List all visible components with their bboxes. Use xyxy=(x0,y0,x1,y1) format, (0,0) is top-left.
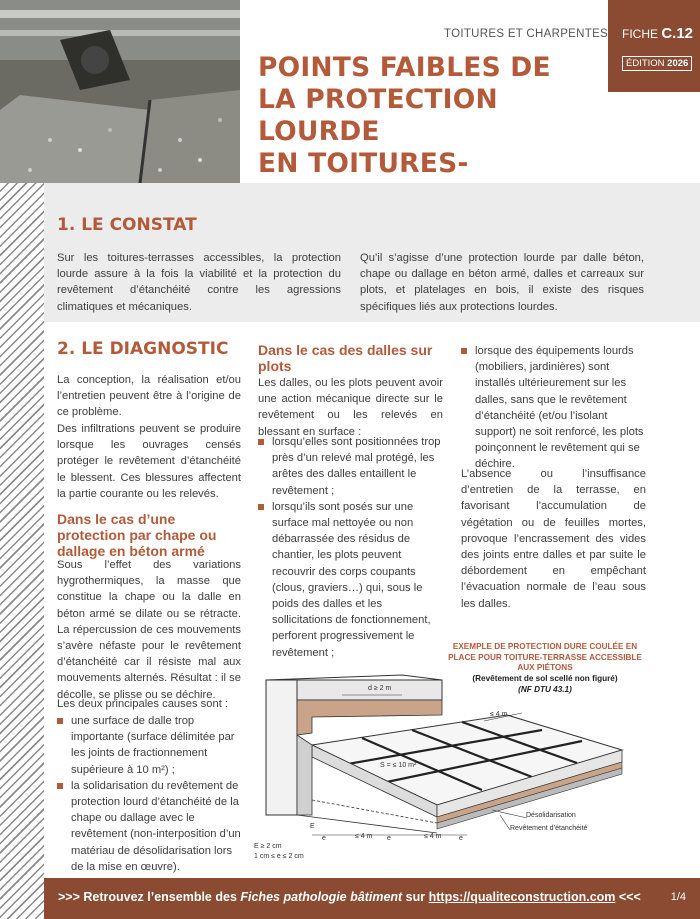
label-four-m-top: ≤ 4 m xyxy=(490,711,508,718)
page-number: 1/4 xyxy=(670,891,686,903)
constat-heading: 1. LE CONSTAT xyxy=(57,215,197,235)
label-desolidarisation: Désolidarisation xyxy=(526,812,576,819)
dalles-list xyxy=(258,434,443,661)
title-line: EN TOITURES- xyxy=(258,148,469,179)
footer-italic: Fiches pathologie bâtiment xyxy=(240,890,403,904)
footer-mid: sur xyxy=(402,890,429,904)
title-line: POINTS FAIBLES DE xyxy=(258,52,551,83)
diagnostic-heading: 2. LE DIAGNOSTIC xyxy=(57,339,229,359)
footer-link[interactable]: https://qualiteconstruction.com xyxy=(428,890,616,904)
section-label: TOITURES ET CHARPENTES xyxy=(444,28,609,40)
fiche-badge xyxy=(608,0,700,92)
list-item: lorsqu’elles sont positionnées trop près d’un relevé mal protégé, les arêtes des dalles entaillent le revêtement ; xyxy=(258,434,443,499)
figure-caption: EXEMPLE DE PROTECTION DURE COULÉE EN PLACE POUR TOITURE-TERRASSE ACCESSIBLE AUX PIÉTONS xyxy=(448,642,642,672)
constat-text-2: Qu’il s’agisse d’une protection lourde par dalle béton, chape ou dallage en béton armé, dalles et carreaux sur plots, et platelages en bois, il existe des risques spécifiques liés aux protections lourdes. xyxy=(360,252,644,313)
list-item: lorsqu’ils sont posés sur une surface mal nettoyée ou non débarrassée des résidus de chantier, les plots peuvent recouvrir des corps coupants (clous, graviers…) qui, sous le poids des dalles et les sollicitations de fonctionnement, perforent progressivement le revêtement ; xyxy=(258,499,443,661)
dalles-heading: Dans le cas des dalles sur plots xyxy=(258,342,433,374)
causes-intro: Les deux principales causes sont : xyxy=(57,698,229,710)
equipements-list xyxy=(461,343,646,473)
footer-suffix: <<< xyxy=(615,890,641,904)
chape-heading: Dans le cas d’une protection par chape ou dallage en béton armé xyxy=(57,511,217,559)
edition-year: 2026 xyxy=(667,58,689,69)
label-surface: S = ≤ 10 m² xyxy=(380,762,417,769)
label-d: d ≥ 2 m xyxy=(368,685,392,692)
constat-text-1: Sur les toitures-terrasses accessibles, la protection lourde assure à la fois la viabilité et la protection du revêtement d’étanchéité contre les agressions climatiques et mécaniques. xyxy=(57,252,341,313)
label-revetement: Revêtement d’étanchéité xyxy=(510,825,588,832)
figure-norm: (NF DTU 43.1) xyxy=(518,685,572,694)
diagnostic-intro-2: Des infiltrations peuvent se produire lorsque les ouvrages censés protéger le revêtement d’étanchéité le blessent. Ces blessures affectent la partie courante ou les relevés. xyxy=(57,423,241,500)
label-e-1: e xyxy=(322,835,326,842)
fiche-prefix: FICHE xyxy=(622,27,658,41)
chape-text: Sous l’effet des variations hygrothermiques, la masse que constitue la chape ou la dalle en béton armé se dilate ou se rétracte. La répercussion de ces mouvements s’avère néfaste pour le revêtement d’étanchéité car il résiste mal aux mouvements alternés. Résultat : il se décolle, se plisse ou se déchire. xyxy=(57,559,241,701)
label-e-3: e xyxy=(459,835,463,842)
label-E: E xyxy=(310,823,315,830)
label-e-note: 1 cm ≤ e ≤ 2 cm xyxy=(254,853,304,860)
label-four-m-1: ≤ 4 m xyxy=(355,833,373,840)
diagram-drawing xyxy=(252,655,632,870)
dalles-intro: Les dalles, ou les plots peuvent avoir une action mécanique directe sur le revêtement ou les relevés en blessant en surface : xyxy=(258,377,443,438)
list-item: la solidarisation du revêtement de protection lourd d’étanchéité de la chape ou dallage avec le revêtement (non-interposition d’un matériau de désolidarisation lors de la mise en œuvre). xyxy=(57,778,241,875)
fiche-number xyxy=(622,25,693,42)
footer-text xyxy=(58,890,641,904)
label-four-m-2: ≤ 4 m xyxy=(424,833,442,840)
diagnostic-intro-1: La conception, la réalisation et/ou l’entretien peuvent être à l’origine de ce problème. xyxy=(57,374,241,419)
hatched-margin xyxy=(0,183,44,919)
label-E-note: E ≥ 2 cm xyxy=(254,843,282,850)
causes-list xyxy=(57,713,241,875)
figure-subcaption: (Revêtement de sol scellé non figuré) xyxy=(472,674,618,683)
footer-bar xyxy=(44,878,700,919)
edition-badge xyxy=(622,56,692,71)
list-item: une surface de dalle trop importante (surface délimitée par les joints de fractionnement supérieure à 10 m²) ; xyxy=(57,713,241,778)
terrace-diagram xyxy=(252,655,632,870)
footer-prefix: >>> Retrouvez l’ensemble des xyxy=(58,890,241,904)
title-line: LA PROTECTION LOURDE xyxy=(258,84,498,147)
header-photo xyxy=(0,0,240,183)
list-item: lorsque des équipements lourds (mobiliers, jardinières) sont installés ultérieurement sur les dalles, sans que le revêtement d’étanchéité (et/ou l’isolant support) ne soit renforcé, les plots poinçonnent le revêtement qui se déchire. xyxy=(461,343,646,473)
entretien-text: L’absence ou l’insuffisance d’entretien de la terrasse, en favorisant l’accumulation de végétation ou de feuilles mortes, provoque l’encrassement des vides des joints entre dalles et par suite le débordement en empêchant l’évacuation normale de l’eau sous les dalles. xyxy=(461,468,646,610)
fiche-code: C.12 xyxy=(661,25,694,42)
edition-prefix: ÉDITION xyxy=(626,58,665,69)
label-e-2: e xyxy=(387,835,391,842)
